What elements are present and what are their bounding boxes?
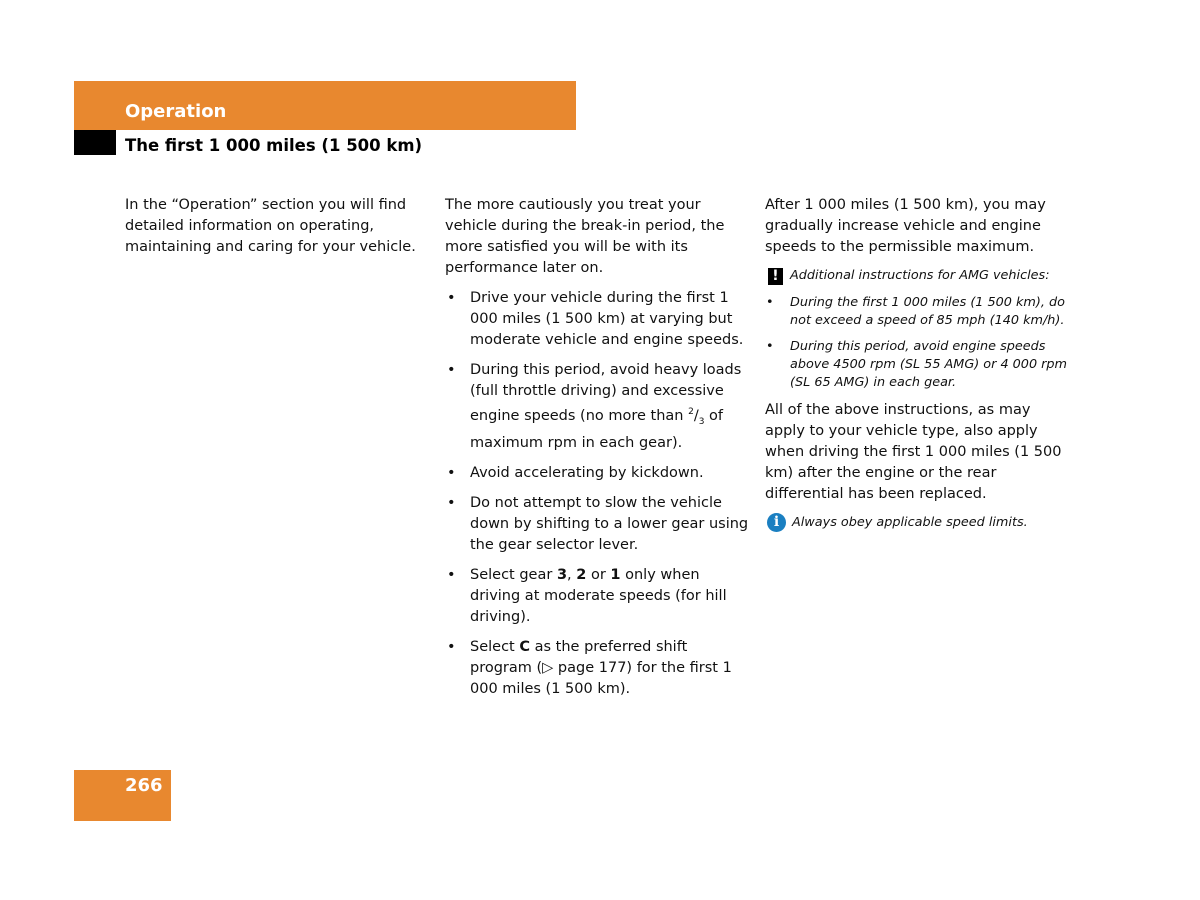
amg-note-heading: ! Additional instructions for AMG vehicles: — [765, 267, 1070, 285]
after-break-in-paragraph: After 1 000 miles (1 500 km), you may gradually increase vehicle and engine speeds to the permissible maximum. — [765, 197, 1046, 255]
list-item: • Avoid accelerating by kickdown. — [445, 463, 750, 484]
list-item: • Drive your vehicle during the first 1 000 miles (1 500 km) at varying but moderate vehicle and engine speeds. — [445, 288, 750, 351]
list-item: • During this period, avoid engine speeds above 4500 rpm (SL 55 AMG) or 4 000 rpm (SL 65 AMG) in each gear. — [765, 338, 1070, 392]
fraction: $^2/_3$ — [688, 407, 705, 427]
page-reference-arrow-icon: ▷ — [542, 659, 554, 676]
amg-note-list — [765, 294, 1070, 392]
break-in-intro: The more cautiously you treat your vehicle during the break-in period, the more satisfied you will be with its performance later on. — [445, 197, 725, 276]
list-item: • Select C as the preferred shift program (▷ page 177) for the first 1 000 miles (1 500 km). — [445, 637, 750, 700]
subsection-marker — [74, 130, 116, 155]
page-title: The first 1 000 miles (1 500 km) — [125, 136, 423, 155]
page-number: 266 — [125, 775, 163, 796]
info-note: i Always obey applicable speed limits. — [765, 514, 1070, 532]
list-item: • Do not attempt to slow the vehicle down by shifting to a lower gear using the gear selector lever. — [445, 493, 750, 556]
break-in-list — [445, 288, 750, 700]
warning-icon: ! — [768, 268, 783, 285]
replacement-paragraph: All of the above instructions, as may apply to your vehicle type, also apply when driving the first 1 000 miles (1 500 km) after the engine or the rear differential has been replaced. — [765, 402, 1062, 502]
column-1 — [125, 195, 430, 267]
list-item: • During this period, avoid heavy loads (full throttle driving) and excessive engine speeds (no more than $^2/_3$ of maximum rpm in each gear). — [445, 360, 750, 454]
info-icon: i — [767, 513, 786, 532]
column-2 — [445, 195, 750, 709]
list-item: • During the first 1 000 miles (1 500 km), do not exceed a speed of 85 mph (140 km/h). — [765, 294, 1070, 330]
list-item: • Select gear 3, 2 or 1 only when driving at moderate speeds (for hill driving). — [445, 565, 750, 628]
section-title: Operation — [125, 101, 227, 122]
column-3 — [765, 195, 1070, 541]
intro-paragraph: In the “Operation” section you will find detailed information on operating, maintaining and caring for your vehicle. — [125, 197, 416, 255]
